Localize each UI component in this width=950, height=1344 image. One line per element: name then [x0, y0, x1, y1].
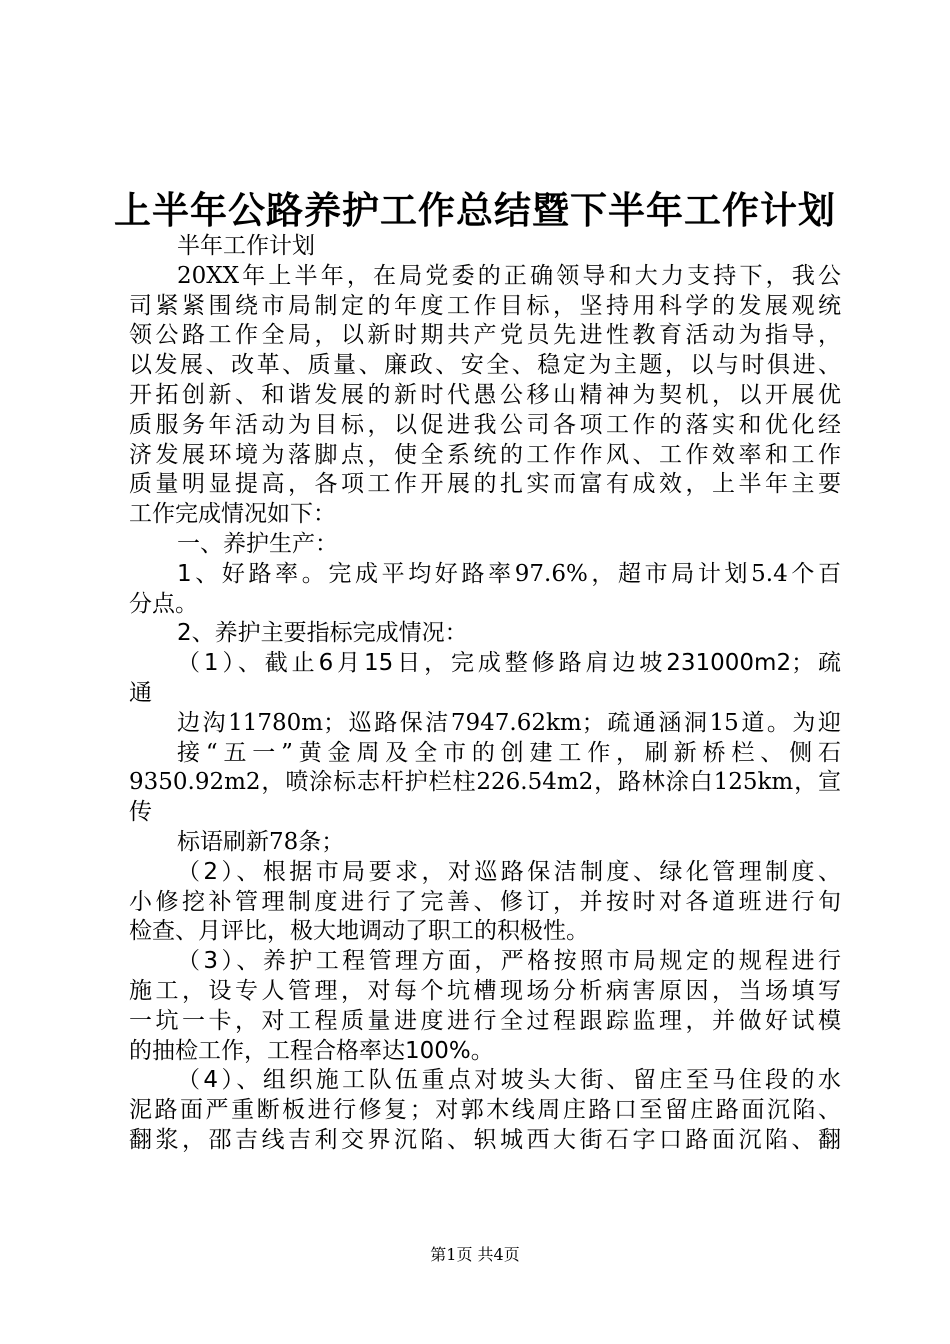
- body-line: 分点。: [129, 590, 198, 617]
- body-line: 接“五一”黄金周及全市的创建工作，刷新桥栏、侧石: [177, 739, 841, 766]
- body-line: （1）、截止6月15日，完成整修路肩边坡231000m2；疏: [177, 650, 841, 677]
- body-line: 标语刷新78条；: [177, 828, 345, 855]
- body-line: 以发展、改革、质量、廉政、安全、稳定为主题，以与时俱进、: [129, 352, 841, 379]
- body-line: 开拓创新、和谐发展的新时代愚公移山精神为契机，以开展优: [129, 381, 841, 408]
- item-text: 完成平均好路率97.6%，超市局计划5.4个百: [328, 560, 841, 587]
- body-line: 领公路工作全局，以新时期共产党员先进性教育活动为指导，: [129, 322, 841, 349]
- body-line: 质服务年活动为目标，以促进我公司各项工作的落实和优化经: [129, 411, 841, 438]
- body-line: 检查、月评比，极大地调动了职工的积极性。: [129, 918, 589, 945]
- body-line: 一坑一卡，对工程质量进度进行全过程跟踪监理，并做好试模: [129, 1007, 841, 1034]
- body-line: 20XX年上半年，在局党委的正确领导和大力支持下，我公: [177, 262, 841, 289]
- body-line: 济发展环境为落脚点，使全系统的工作作风、工作效率和工作: [129, 441, 841, 468]
- body-line: 半年工作计划: [177, 233, 315, 259]
- body-line: [129, 560, 841, 590]
- body-line: （3）、养护工程管理方面，严格按照市局规定的规程进行: [177, 948, 841, 975]
- body-line: 质量明显提高，各项工作开展的扎实而富有成效，上半年主要: [129, 471, 841, 498]
- body-line: 泥路面严重断板进行修复；对郭木线周庄路口至留庄路面沉陷、: [129, 1097, 841, 1124]
- body-line: 一、养护生产：: [177, 530, 338, 557]
- body-line: 边沟11780m；巡路保洁7947.62km；疏通涵洞15道。为迎: [177, 709, 841, 736]
- body-line: 传: [129, 799, 152, 826]
- body-line: 通: [129, 679, 152, 706]
- body-line: 的抽检工作，工程合格率达100%。: [129, 1037, 494, 1064]
- body-line: （2）、根据市局要求，对巡路保洁制度、绿化管理制度、: [177, 858, 841, 885]
- document-title: 上半年公路养护工作总结暨下半年工作计划: [114, 188, 836, 232]
- body-line: 工作完成情况如下：: [129, 501, 336, 528]
- body-line: 小修挖补管理制度进行了完善、修订，并按时对各道班进行旬: [129, 888, 841, 915]
- item-heading: 1、好路率。: [177, 560, 329, 587]
- body-line: （4）、组织施工队伍重点对坡头大街、留庄至马住段的水: [177, 1067, 841, 1094]
- page-footer: 第1页 共4页: [430, 1245, 520, 1264]
- body-line: 9350.92m2，喷涂标志杆护栏柱226.54m2，路林涂白125km，宣: [129, 769, 841, 796]
- body-line: 施工，设专人管理，对每个坑槽现场分析病害原因，当场填写: [129, 977, 841, 1004]
- body-line: 2、养护主要指标完成情况：: [177, 620, 468, 647]
- document-body: [129, 232, 841, 1156]
- body-line: 翻浆，邵吉线吉利交界沉陷、轵城西大街石字口路面沉陷、翻: [129, 1126, 841, 1153]
- body-line: 司紧紧围绕市局制定的年度工作目标，坚持用科学的发展观统: [129, 292, 841, 319]
